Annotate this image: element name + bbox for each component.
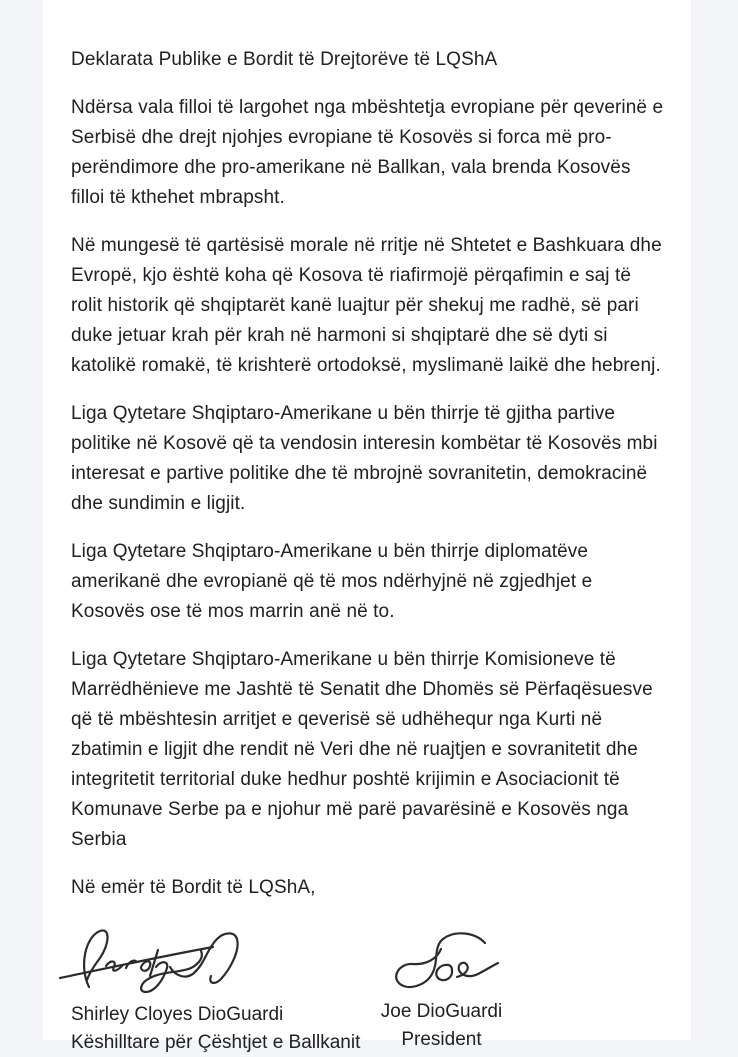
signatory-role: Këshilltare për Çështjet e Ballkanit xyxy=(71,1032,361,1053)
signatory-shirley xyxy=(71,921,359,1057)
signature-block xyxy=(71,921,665,1057)
shirley-signature-icon xyxy=(58,921,258,999)
statement-paragraph: Ndërsa vala filloi të largohet nga mbështetja evropiane për qeverinë e Serbisë dhe drejt njohjes evropiane të Kosovës si forca më pro-perëndimore dhe pro-amerikane në Ballkan, vala brenda Kosovës filloi të kthehet mbrapsht. xyxy=(71,97,664,208)
signatory-joe xyxy=(359,921,524,1054)
document-page xyxy=(43,0,691,1053)
joe-signature-icon xyxy=(382,929,502,991)
statement-paragraph: Në mungesë të qartësisë morale në rritje në Shtetet e Bashkuara dhe Evropë, kjo është koha që Kosova të riafirmojë përqafimin e saj të rolit historik që shqiptarët kanë luajtur për shekuj me radhë, së pari duke jetuar krah për krah në harmoni si shqiptarë dhe së dyti si katolikë romakë, të krishterë ortodoksë, myslimanë laikë dhe hebrenj. xyxy=(71,235,662,376)
closing-line: Në emër të Bordit të LQShA, xyxy=(71,877,316,898)
statement-paragraph: Liga Qytetare Shqiptaro-Amerikane u bën thirrje Komisioneve të Marrëdhënieve me Jashtë të Senatit dhe Dhomës së Përfaqësuesve që të mbështesin arritjet e qeverisë së udhëhequr nga Kurti në zbatimin e ligjit dhe rendit në Veri dhe në ruajtjen e sovranitetit dhe integritetit territorial duke hedhur poshtë krijimin e Asociacionit të Komunave Serbe pa e njohur më parë pavarësinë e Kosovës nga Serbia xyxy=(71,649,653,850)
statement-paragraph: Liga Qytetare Shqiptaro-Amerikane u bën thirrje diplomatëve amerikanë dhe evropianë që të mos ndërhyjnë në zgjedhjet e Kosovës ose të mos marrin anë në to. xyxy=(71,541,593,622)
signatory-name: Joe DioGuardi xyxy=(380,1001,503,1022)
signatory-role: President xyxy=(401,1029,482,1050)
statement-paragraph: Liga Qytetare Shqiptaro-Amerikane u bën thirrje të gjitha partive politike në Kosovë që ta vendosin interesin kombëtar të Kosovës mbi interesat e partive politike dhe të mbrojnë sovranitetin, demokracinë dhe sundimin e ligjit. xyxy=(71,403,658,514)
document-title: Deklarata Publike e Bordit të Drejtorëve të LQShA xyxy=(71,49,498,70)
signatory-name: Shirley Cloyes DioGuardi xyxy=(71,1004,284,1025)
